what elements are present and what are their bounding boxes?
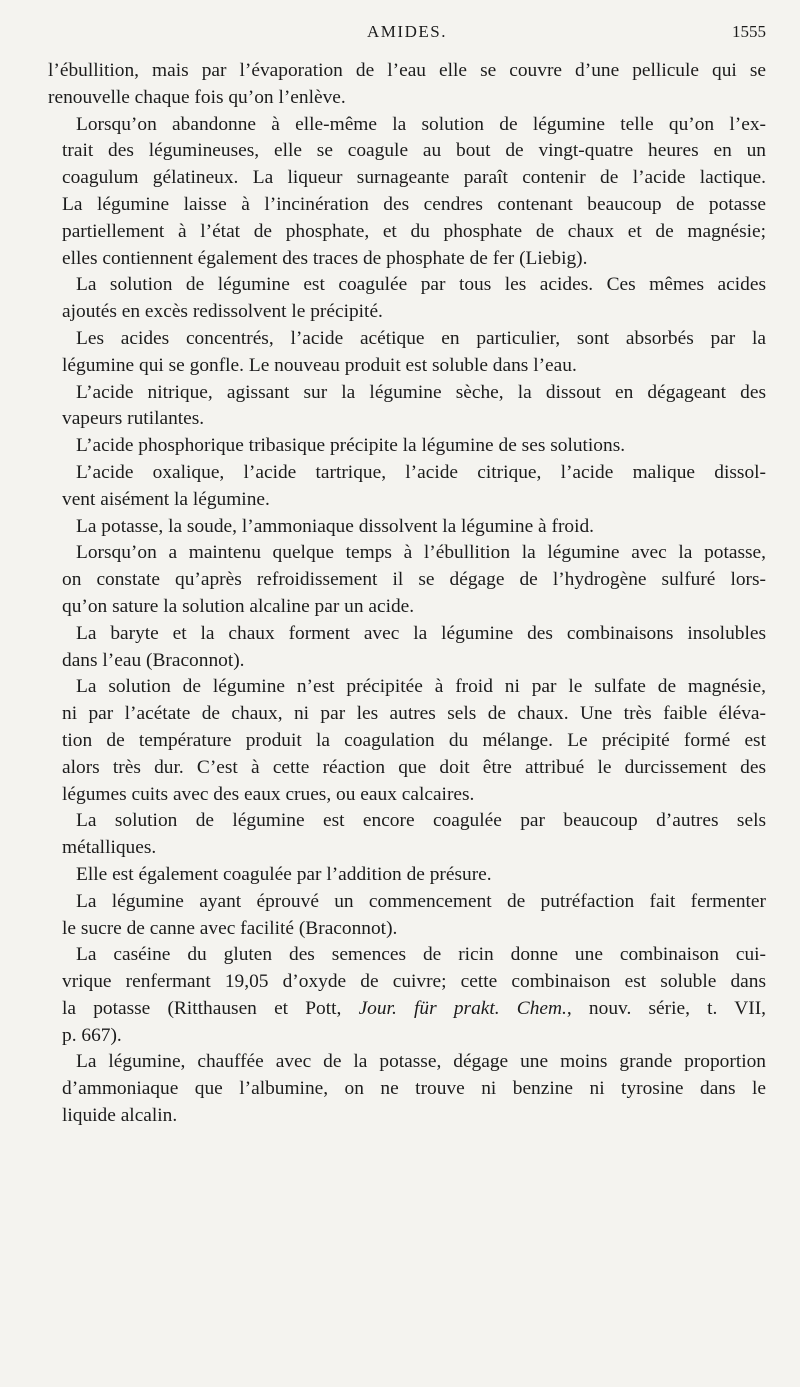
text-line: on constate qu’après refroidissement il se dégage de l’hydrogène sulfuré lors- (62, 569, 766, 591)
text-line: légumes cuits avec des eaux crues, ou eaux calcaires. (62, 783, 475, 805)
paragraph (48, 808, 766, 862)
text-line: métalliques. (62, 837, 157, 859)
paragraph (48, 514, 766, 541)
paragraph (48, 460, 766, 514)
text-line: vrique renfermant 19,05 d’oxyde de cuivre; cette combinaison est soluble dans (62, 971, 766, 993)
citation-text: la potasse (Ritthausen et Pott, (62, 997, 359, 1019)
paragraph (48, 272, 766, 326)
page-number: 1555 (732, 22, 766, 41)
text-line: trait des légumineuses, elle se coagule au bout de vingt-quatre heures en un (62, 140, 766, 162)
text-line: L’acide nitrique, agissant sur la légumine sèche, la dissout en dégageant des (76, 381, 766, 403)
text-line: La légumine, chauffée avec de la potasse, dégage une moins grande proportion (76, 1051, 766, 1073)
text-line: ni par l’acétate de chaux, ni par les autres sels de chaux. Une très faible éléva- (62, 703, 766, 725)
text-line: ajoutés en excès redissolvent le précipité. (62, 301, 383, 323)
paragraph (48, 1049, 766, 1129)
paragraph (48, 942, 766, 1049)
text-body (48, 58, 766, 1130)
paragraph (48, 58, 766, 112)
paragraph (48, 433, 766, 460)
text-line: La caséine du gluten des semences de ricin donne une combinaison cui- (76, 944, 766, 966)
paragraph (48, 326, 766, 380)
text-line: L’acide phosphorique tribasique précipite la légumine de ses solutions. (76, 435, 626, 457)
text-line: Lorsqu’on a maintenu quelque temps à l’ébullition la légumine avec la potasse, (76, 542, 766, 564)
text-line: alors très dur. C’est à cette réaction que doit être attribué le durcissement des (62, 756, 766, 778)
running-head: AMIDES. (367, 22, 447, 41)
text-line citation-line (48, 996, 766, 1023)
text-line: légumine qui se gonfle. Le nouveau produit est soluble dans l’eau. (62, 354, 577, 376)
text-line: coagulum gélatineux. La liqueur surnageante paraît contenir de l’acide lactique. (62, 167, 766, 189)
paragraph (48, 889, 766, 943)
citation-text: , nouv. série, t. VII, (566, 997, 766, 1019)
paragraph (48, 380, 766, 434)
text-line: dans l’eau (Braconnot). (62, 649, 245, 671)
text-line: L’acide oxalique, l’acide tartrique, l’acide citrique, l’acide malique dissol- (76, 461, 766, 483)
text-line: d’ammoniaque que l’albumine, on ne trouve ni benzine ni tyrosine dans le (62, 1078, 766, 1100)
text-line: liquide alcalin. (62, 1105, 178, 1127)
text-line: partiellement à l’état de phosphate, et du phosphate de chaux et de magnésie; (62, 220, 766, 242)
text-line: La légumine ayant éprouvé un commencement de putréfaction fait fermenter (76, 890, 766, 912)
paragraph (48, 540, 766, 620)
text-line: tion de température produit la coagulation du mélange. Le précipité formé est (62, 729, 766, 751)
text-line: La potasse, la soude, l’ammoniaque dissolvent la légumine à froid. (76, 515, 595, 537)
text-line: La solution de légumine n’est précipitée à froid ni par le sulfate de magnésie, (76, 676, 766, 698)
text-line: La solution de légumine est coagulée par tous les acides. Ces mêmes acides (76, 274, 766, 296)
journal-title: Jour. für prakt. Chem. (358, 997, 567, 1019)
text-line: vapeurs rutilantes. (62, 408, 205, 430)
text-line: l’ébullition, mais par l’évaporation de l’eau elle se couvre d’une pellicule qui se (48, 60, 766, 81)
text-line: La solution de légumine est encore coagulée par beaucoup d’autres sels (76, 810, 766, 832)
text-line: La légumine laisse à l’incinération des cendres contenant beaucoup de potasse (62, 193, 766, 215)
paragraph (48, 621, 766, 675)
text-line: qu’on sature la solution alcaline par un acide. (62, 595, 415, 617)
text-line: p. 667). (62, 1024, 122, 1046)
text-line: La baryte et la chaux forment avec la légumine des combinaisons insolubles (76, 622, 766, 644)
text-line: renouvelle chaque fois qu’on l’enlève. (48, 86, 346, 108)
paragraph (48, 112, 766, 273)
page-header (48, 22, 766, 50)
text-line: elles contiennent également des traces de phosphate de fer (Liebig). (62, 247, 588, 269)
text-line: Lorsqu’on abandonne à elle-même la solution de légumine telle qu’on l’ex- (76, 113, 766, 135)
paragraph (48, 674, 766, 808)
text-line: vent aisément la légumine. (62, 488, 270, 510)
text-line: Les acides concentrés, l’acide acétique en particulier, sont absorbés par la (76, 327, 766, 349)
text-line: Elle est également coagulée par l’addition de présure. (76, 863, 492, 885)
text-line: le sucre de canne avec facilité (Braconnot). (62, 917, 398, 939)
paragraph (48, 862, 766, 889)
